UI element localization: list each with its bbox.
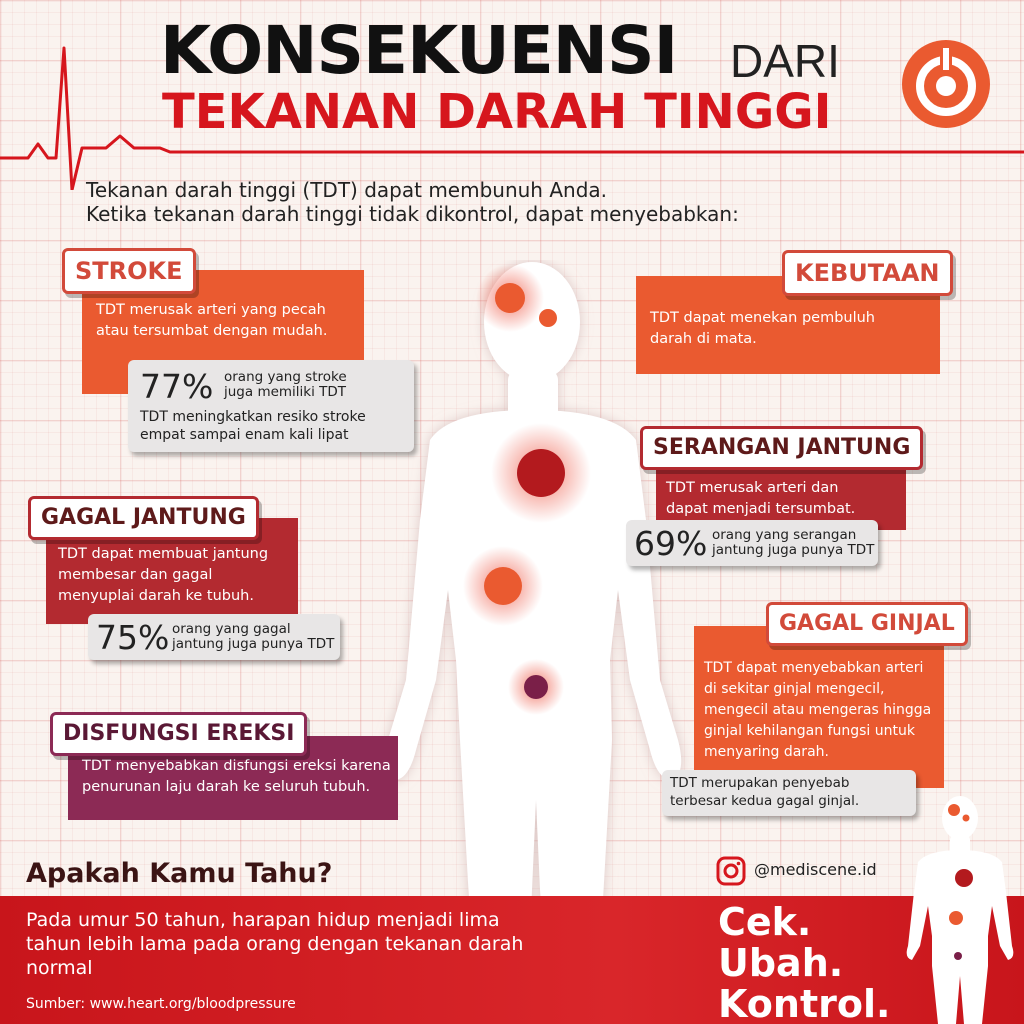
mini-body-figure <box>888 796 1024 1024</box>
kebutaan-label-text: KEBUTAAN <box>795 259 940 287</box>
disfungsi-text: TDT menyebabkan disfungsi ereksi karena penurunan laju darah ke seluruh tubuh. <box>82 758 391 795</box>
serangan-label-text: SERANGAN JANTUNG <box>653 435 911 460</box>
gagal-ginjal-box <box>694 626 944 788</box>
gagal-ginjal-text: TDT dapat menyebabkan arteri di sekitar ginjal mengecil, mengecil atau mengeras hingga ginjal kehilangan fungsi untuk menyaring darah. <box>704 660 932 760</box>
mini-brain-marker <box>948 804 960 816</box>
serangan-stat <box>626 520 878 566</box>
intro-text <box>86 178 739 226</box>
gagal-jantung-stat-text-2: jantung juga punya TDT <box>172 636 335 652</box>
stroke-stat-number: 77% <box>140 367 214 406</box>
mini-eye-marker <box>963 815 970 822</box>
serangan-text: TDT merusak arteri dan dapat menjadi tersumbat. <box>666 480 856 517</box>
did-you-know-heading: Apakah Kamu Tahu? <box>26 858 333 889</box>
pelvis-marker <box>524 675 548 699</box>
disfungsi-label <box>50 712 307 756</box>
stroke-text: TDT merusak arteri yang pecah atau tersumbat dengan mudah. <box>96 302 328 339</box>
eye-marker <box>539 309 557 327</box>
kidney-marker <box>484 567 522 605</box>
disfungsi-label-text: DISFUNGSI EREKSI <box>63 721 295 746</box>
stroke-stat <box>128 360 414 452</box>
cta-line-2: Ubah. <box>718 941 844 985</box>
call-to-action <box>718 902 890 1024</box>
serangan-stat-number: 69% <box>634 524 708 563</box>
gagal-jantung-label <box>28 496 259 540</box>
heart-marker <box>517 449 565 497</box>
serangan-label <box>640 426 923 470</box>
gagal-ginjal-stat <box>662 770 916 816</box>
stroke-stat-text-2: juga memiliki TDT <box>224 384 347 400</box>
intro-line-2: Ketika tekanan darah tinggi tidak dikontrol, dapat menyebabkan: <box>86 202 739 226</box>
mini-kidney-marker <box>949 911 963 925</box>
page-subtitle: TEKANAN DARAH TINGGI <box>162 84 832 140</box>
mini-heart-marker <box>955 869 973 887</box>
instagram-icon <box>716 856 746 886</box>
gagal-ginjal-stat-extra: TDT merupakan penyebab terbesar kedua gagal ginjal. <box>670 775 860 809</box>
intro-line-1: Tekanan darah tinggi (TDT) dapat membunuh Anda. <box>86 178 608 202</box>
gagal-jantung-text: TDT dapat membuat jantung membesar dan gagal menyuplai darah ke tubuh. <box>58 546 269 604</box>
gagal-jantung-stat <box>88 614 340 660</box>
footer-fact: Pada umur 50 tahun, harapan hidup menjadi lima tahun lebih lama pada orang dengan tekanan darah normal <box>26 909 524 979</box>
mini-pelvis-marker <box>954 952 962 960</box>
title-connector: DARI <box>730 35 840 87</box>
stroke-label <box>62 248 196 294</box>
serangan-stat-text-1: orang yang serangan <box>712 527 857 543</box>
stroke-stat-text-1: orang yang stroke <box>224 369 347 385</box>
serangan-stat-text-2: jantung juga punya TDT <box>712 542 875 558</box>
stroke-stat-extra: TDT meningkatkan resiko stroke empat sampai enam kali lipat <box>140 409 366 443</box>
brain-marker <box>495 283 525 313</box>
mediscene-logo-icon <box>900 38 992 130</box>
stroke-label-text: STROKE <box>75 257 183 285</box>
gagal-ginjal-label-text: GAGAL GINJAL <box>779 611 955 636</box>
kebutaan-text: TDT dapat menekan pembuluh darah di mata. <box>650 310 875 347</box>
cta-line-1: Cek. <box>718 900 812 944</box>
cta-line-3: Kontrol. <box>718 982 891 1024</box>
kebutaan-label <box>782 250 953 296</box>
gagal-ginjal-label <box>766 602 968 646</box>
page-title: KONSEKUENSI <box>160 12 678 89</box>
instagram-handle: @mediscene.id <box>754 860 877 879</box>
source-citation: Sumber: www.heart.org/bloodpressure <box>26 996 296 1012</box>
gagal-jantung-stat-text-1: orang yang gagal <box>172 621 291 637</box>
gagal-jantung-stat-number: 75% <box>96 618 170 657</box>
gagal-jantung-label-text: GAGAL JANTUNG <box>41 505 246 530</box>
